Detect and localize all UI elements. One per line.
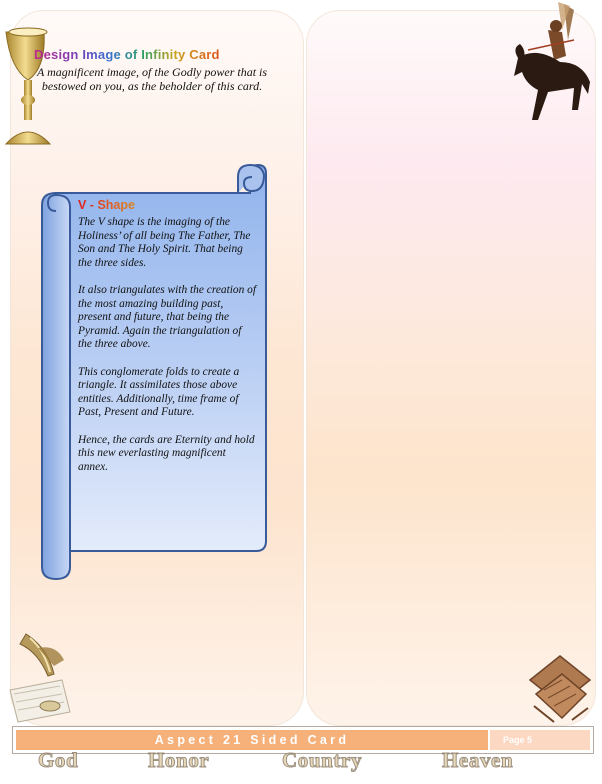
map-pieces-icon: [526, 650, 594, 726]
scroll-paragraph: This conglomerate folds to create a triangle. It assimilates those above entities. Additionally, time frame of Past, Present and Future.: [78, 365, 240, 419]
footer-label: Aspect 21 Sided Card: [16, 730, 488, 750]
scroll-paragraph: It also triangulates with the creation of the most amazing building past, present and future, that being the Pyramid. Again the triangulation of the three above.: [78, 283, 257, 351]
motto-honor: Honor: [148, 748, 210, 772]
motto-country: Country: [282, 748, 363, 772]
page-subtitle: A magnificent image, of the Godly power that is bestowed on you, as the beholder of this card.: [36, 65, 268, 93]
scroll-paragraph: The V shape is the imaging of the Holiness’ of all being The Father, The Son and The Holy Spirit. That being the three sides.: [78, 216, 251, 269]
page-number: Page 5: [490, 730, 590, 750]
motto-heaven: Heaven: [442, 748, 514, 772]
page-title: Design Image of Infinity Card: [34, 47, 220, 62]
motto-god: God: [38, 748, 79, 772]
horse-rider-icon: [508, 0, 594, 130]
scroll-paragraph: Hence, the cards are Eternity and hold this new everlasting magnificent annex.: [78, 433, 255, 473]
scroll-heading: V - Shape: [78, 199, 258, 216]
scroll-content: [78, 199, 258, 488]
quill-and-scroll-icon: [8, 630, 76, 726]
